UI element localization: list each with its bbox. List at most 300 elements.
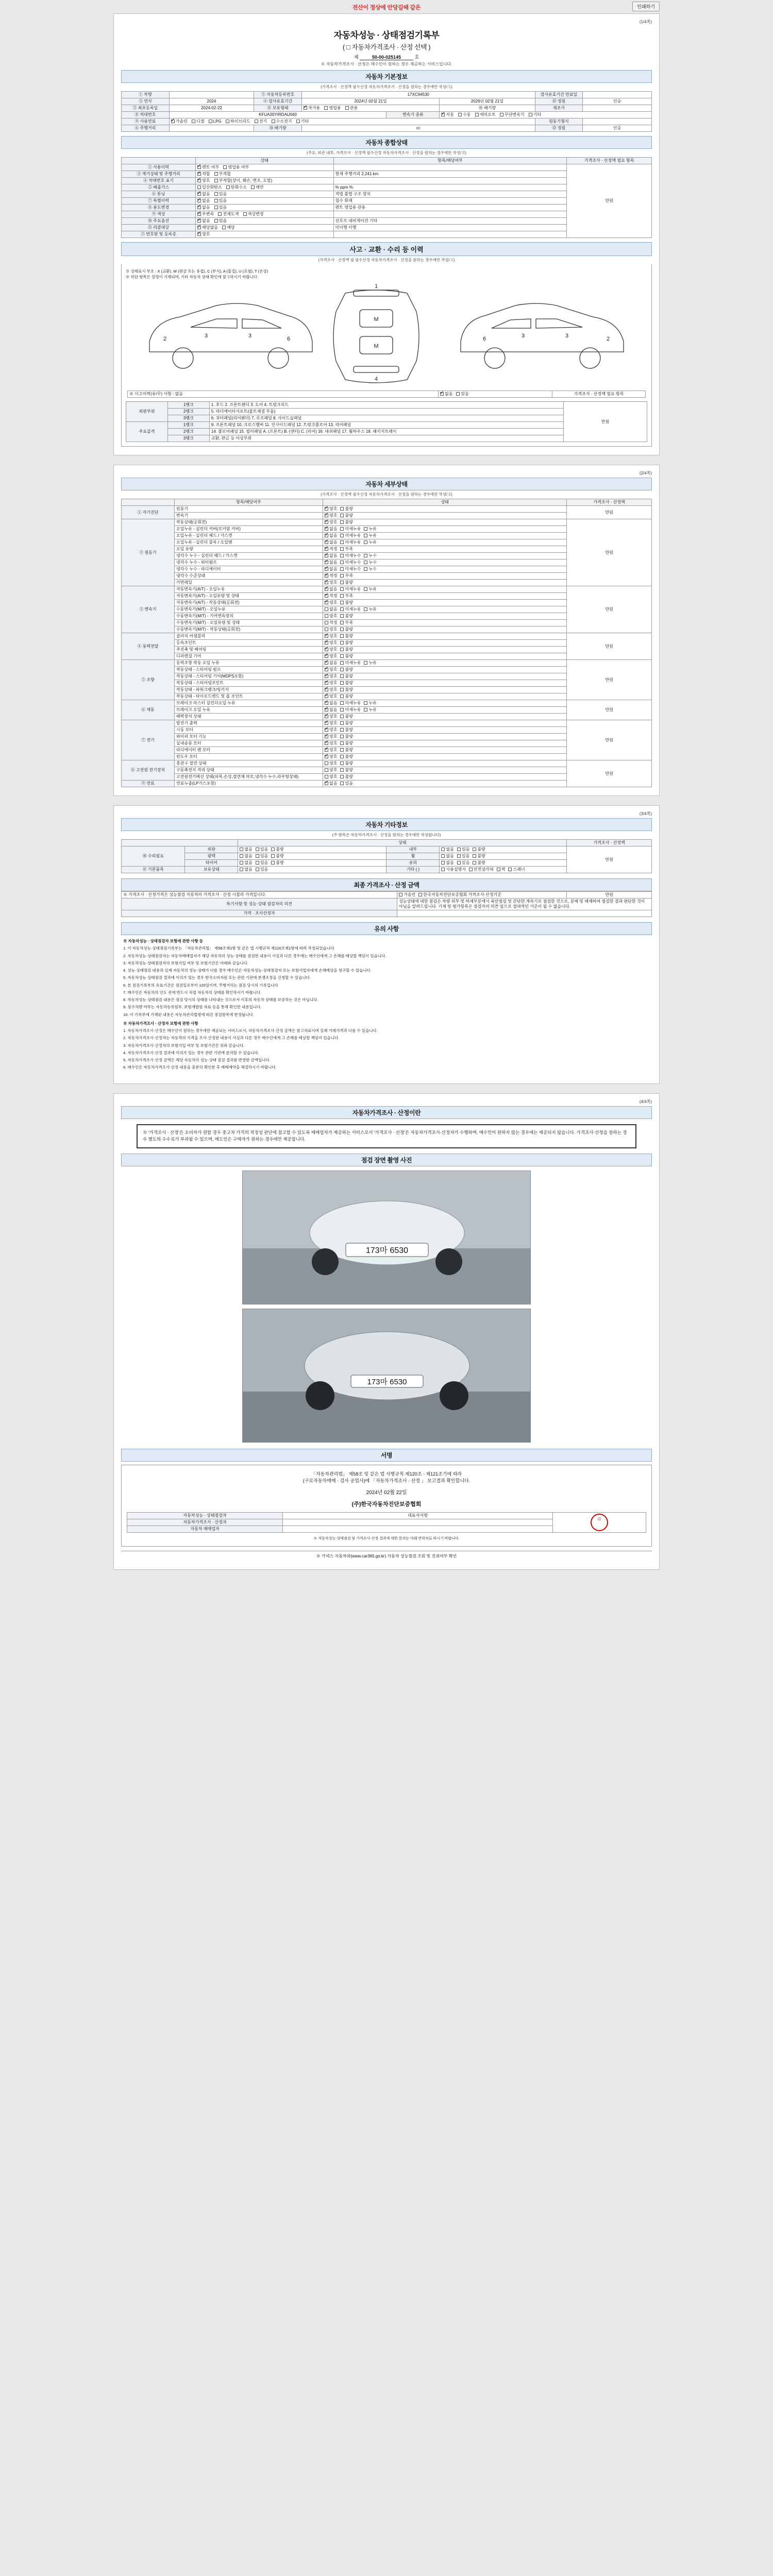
detail-8-0-item: 연료누출(LP가스포함) xyxy=(174,781,323,787)
sign-footer-1: ※ 자동차성능·상태점검 및 가격조사·산정 결과에 대한 문의는 아래 연락처로 하시기 바랍니다. xyxy=(313,1536,460,1540)
svg-text:3: 3 xyxy=(248,333,252,339)
detail-col-group xyxy=(122,499,175,506)
value-year: 2024 xyxy=(169,98,254,105)
price-total: 만원 xyxy=(567,892,652,899)
seal-icon: 印 xyxy=(591,1514,608,1531)
svg-text:2: 2 xyxy=(163,336,167,342)
notice-1-4: 5. 자동차가격조사·산정 금액은 해당 자동차의 성능·상태 점검 결과를 반영한 금액입니다. xyxy=(123,1058,271,1062)
sign-line-2: (구로자동차매매 · 검사 공업사)에 「자동차가격조사 · 산정 」 보고결과 확인합니다. xyxy=(303,1478,470,1483)
basic-info-table xyxy=(121,91,652,132)
photo-2-svg xyxy=(243,1309,531,1443)
etc-col-blank xyxy=(122,840,238,846)
overall-row-5-detail: 적법 불법 구조 장치 xyxy=(333,191,567,198)
label-output: 검사유효기간 만료일 xyxy=(535,92,583,98)
detail-2-2-item: 자동변속기(A/T) - 작동상태(공회전) xyxy=(174,600,323,606)
etc-table xyxy=(121,839,652,873)
detail-2-6-item: 수동변속기(M/T) - 작동상태(공회전) xyxy=(174,626,323,633)
detail-0-1-item: 변속기 xyxy=(174,513,323,519)
notice-1-2: 3. 자동차가격조사·산정자의 보험가입 여부 및 보험기간은 위와 같습니다. xyxy=(123,1043,245,1048)
overall-row-8-detail xyxy=(333,211,567,218)
warning-band: 자동차가격조사 · 산정이란 xyxy=(121,1106,652,1119)
etc-row-1-opts[interactable]: 없음 있음 불량 xyxy=(238,853,386,860)
parts-price: 만원 xyxy=(564,402,647,442)
svg-text:4: 4 xyxy=(374,376,378,382)
detail-4-3-state[interactable]: ✓ 양호 불량 xyxy=(323,680,567,687)
detail-note: (가격조사 · 산정액 필수산정 자동차가격조사 · 산정을 원하는 경우에만 작성/고) xyxy=(321,492,452,497)
notice-0-0: 1. 이 자동차성능·상태점검기록부는 「자동차관리법」 제58조제1항 및 같은 법 시행규칙 제120조제1항에 따라 작성되었습니다. xyxy=(123,946,335,951)
detail-1-8-item: 냉각수 수준상태 xyxy=(174,573,323,580)
detail-4-4-state[interactable]: ✓ 양호 불량 xyxy=(323,687,567,693)
frame-rank2-items: 14. 플로어패널 15. 필러패널 A. (프론트) B. (센터) C. (리어) 16. 대쉬패널 17. 휠하우스 18. 패키지트레이 xyxy=(209,429,563,435)
overall-row-9-detail: 선루프 내비게이션 기타 xyxy=(333,218,567,225)
frame-rank1-label: 1랭크 xyxy=(167,422,209,429)
sign-line-1: 「자동차관리법」 제58조 및 같은 법 시행규칙 제120조 · 제121조기에 따라 xyxy=(311,1471,462,1477)
detail-group-4: ⑤ 조향 xyxy=(122,660,175,700)
sign-row-0-label: 자동차성능 · 상태점검자 xyxy=(127,1512,283,1519)
overall-row-9-state[interactable]: ✓ 없음 있음 xyxy=(196,218,334,225)
rank2-items-a: 5. 라디에이터서포트(볼트체결 부품) xyxy=(209,409,563,415)
price-inspector-label: 가격 · 조사산정자 xyxy=(122,910,397,917)
page-2 xyxy=(113,465,660,796)
overall-row-1-state[interactable]: ✓ 양호 xyxy=(196,231,334,238)
overall-row-5-state[interactable]: ✓ 없음 있음 xyxy=(196,191,334,198)
detail-4-1-item: 작동상태 - 스티어링 펌프 xyxy=(174,667,323,673)
notice-band: 유의 사항 xyxy=(121,922,652,935)
etc-row-3-opts[interactable]: 없음 있음 xyxy=(238,867,386,873)
detail-2-4-state[interactable]: 양호 불량 xyxy=(323,613,567,620)
photo-band: 점검 장면 촬영 사진 xyxy=(121,1154,652,1166)
page-number-2: (2/4쪽) xyxy=(639,471,652,476)
etc-row-1-sub2: 휠 xyxy=(386,853,440,860)
overall-row-10-state[interactable]: ✓ 해당없음 해당 xyxy=(196,225,334,231)
detail-5-1-item: 브레이크 오일 누유 xyxy=(174,707,323,714)
overall-row-0-state[interactable]: ✓ 렌트 여부 영업용 여부 xyxy=(196,164,334,171)
detail-col-item: 항목/해당여부 xyxy=(174,499,323,506)
etc-note: (주 항목은 자동차가격조사 · 산정을 원하는 경우에만 작성합니다) xyxy=(332,833,441,837)
detail-2-4-item: 수동변속기(M/T) - 기어변속장치 xyxy=(174,613,323,620)
rank1-label: 1랭크 xyxy=(167,402,209,409)
etc-row-0-sub2: 내부 xyxy=(386,846,440,853)
document-number xyxy=(121,54,652,60)
detail-1-4-state[interactable]: ✓ 적정 부족 xyxy=(323,546,567,553)
accident-legend-1: ※ 상태표시 부호 : X (교환), W (판금 또는 용접), C (부식), A (흠집), U (요철), T (손상) xyxy=(126,269,268,274)
overall-row-4-detail: % ppm % xyxy=(333,184,567,191)
overall-row-3-label: ④ 차대번호 표기 xyxy=(122,178,196,184)
detail-6-1-state[interactable]: ✓ 양호 불량 xyxy=(323,727,567,734)
overall-row-5-label: ⑥ 튜닝 xyxy=(122,191,196,198)
detail-3-1-item: 등속조인트 xyxy=(174,640,323,647)
etc-col-state: 상태 xyxy=(238,840,567,846)
value-inspect-from: 2024년 02월 21일 xyxy=(301,98,440,105)
sign-row-2-value[interactable] xyxy=(283,1526,553,1532)
photo-1-svg xyxy=(243,1171,531,1304)
detail-6-price: 만원 xyxy=(567,720,652,760)
detail-0-0-state[interactable]: ✓ 양호 불량 xyxy=(323,506,567,513)
detail-1-1-state[interactable]: ✓ 없음 미세누유 누유 xyxy=(323,526,567,533)
label-seat2: ⑫ 정원 xyxy=(535,125,583,132)
detail-1-0-item: 작동상태(공회전) xyxy=(174,519,323,526)
ownership-options[interactable] xyxy=(301,105,440,112)
detail-group-7: ⑧ 고전원 전기장치 xyxy=(122,760,175,781)
notice-head-0: ※ 자동차성능 · 상태점검자 보험에 관한 사항 등 xyxy=(123,939,203,943)
overall-row-8-label: ⑨ 색상 xyxy=(122,211,196,218)
detail-group-1: ② 원동기 xyxy=(122,519,175,586)
notice-0-1: 2. 자동차성능·상태점검자는 자동차매매업자가 해당 자동차의 성능·상태를 점검한 내용이 사실과 다른 경우에는 매수인에게 그 손해를 배상할 책임이 있습니다. xyxy=(123,953,386,958)
fuel-options[interactable] xyxy=(169,118,535,125)
signature-area xyxy=(121,1465,652,1547)
detail-1-5-state[interactable]: ✓ 없음 미세누수 누수 xyxy=(323,553,567,560)
price-note: ※ 가격조사 · 산정가격은 성능점검 자동차의 가격조사 · 산정 시점의 가격입니다. xyxy=(122,892,397,899)
detail-7-1-state[interactable]: 양호 불량 xyxy=(323,767,567,774)
detail-7-0-item: 충전구 절연 상태 xyxy=(174,760,323,767)
doc-number-prefix: 제 xyxy=(354,55,359,60)
detail-4-2-item: 작동상태 - 스티어링 기어(MDPS포함) xyxy=(174,673,323,680)
basic-info-band: 자동차 기본정보 xyxy=(121,70,652,83)
etc-row-0-opts[interactable]: 없음 있음 불량 xyxy=(238,846,386,853)
detail-2-3-state[interactable]: 없음 미세누유 누유 xyxy=(323,606,567,613)
detail-2-1-state[interactable]: ✓ 적정 부족 xyxy=(323,593,567,600)
rank2-label: 2랭크 xyxy=(167,409,209,415)
overall-row-4-state[interactable]: 일산화탄소 탄화수소 매연 xyxy=(196,184,334,191)
overall-col-price: 가격조사 · 산정액 필요 항목 xyxy=(567,158,652,164)
value-mileage xyxy=(169,125,254,132)
page-4 xyxy=(113,1093,660,1570)
detail-1-3-state[interactable]: ✓ 없음 미세누유 누유 xyxy=(323,539,567,546)
overall-row-7-state[interactable]: ✓ 없음 있음 xyxy=(196,205,334,211)
detail-4-3-item: 작동상태 - 스티어링조인트 xyxy=(174,680,323,687)
accident-mark-label: ※ 사고이력(유/무) 사항 : 없음 xyxy=(128,391,439,398)
overall-row-2-detail: 현재 주행거리 2,241 km xyxy=(333,171,567,178)
svg-text:3: 3 xyxy=(521,333,525,339)
svg-text:3: 3 xyxy=(565,333,569,339)
notice-1-0: 1. 자동차가격조사·산정은 매수인이 원하는 경우에만 제공되는 서비스로서, 자동차가격조사·산정 금액은 참고자료이며 실제 거래가격과 다를 수 있습니다. xyxy=(123,1028,378,1033)
warning-box: ※ '가격조사 · 산정'은 소비자가 원할 경우 중고차 가격의 적정성 판단에 참고할 수 있도록 매매업자가 제공하는 서비스로서 '가격조사 · 산정'은 자동차가격조사·산정자가 수행하며, 매수인이 원하지 않는 경우에는 제공되지 않습니다. 가격조사·산정을 원하는 경우 별도의 수수료가 부과될 수 있으며, 매도인은 구매자가 원하는 경우에만 제공합니다. xyxy=(137,1124,636,1148)
detail-3-0-item: 클러치 어셈블리 xyxy=(174,633,323,640)
etc-row-3-sub2: 기타 ( ) xyxy=(386,867,440,873)
detail-6-3-state[interactable]: ✓ 양호 불량 xyxy=(323,740,567,747)
detail-4-0-state[interactable]: ✓ 없음 미세누유 누유 xyxy=(323,660,567,667)
etc-col-price: 가격조사 · 산정액 xyxy=(567,840,652,846)
page-number-1: (1/4쪽) xyxy=(639,20,652,24)
detail-7-1-item: 구동축전지 격리 상태 xyxy=(174,767,323,774)
detail-6-0-state[interactable]: ✓ 양호 불량 xyxy=(323,720,567,727)
notice-0-2: 3. 자동차성능·상태점검자의 보험가입 여부 및 보험기간은 아래와 같습니다. xyxy=(123,960,248,965)
detail-2-5-state[interactable]: 적정 부족 xyxy=(323,620,567,626)
label-seat: ⑫ 정원 xyxy=(535,98,583,105)
overall-table xyxy=(121,157,652,238)
frame-label: 주요골격 xyxy=(126,422,168,442)
label-transmission: 변속기 종류 xyxy=(386,112,440,118)
fuel-option-1: 디젤 xyxy=(192,119,204,124)
detail-1-2-state[interactable]: ✓ 없음 미세누유 누유 xyxy=(323,533,567,539)
transmission-option-2: 세미오토 xyxy=(475,112,496,117)
accident-note: (가격조사 · 산정액 필 필수산정 자동차가격조사 · 산정을 원하는 경우에만 작성/고) xyxy=(318,258,455,262)
label-vehicle-name: ① 차명 xyxy=(122,92,170,98)
ownership-option-1: 영업용 xyxy=(324,106,341,111)
notice-0-3: 4. 성능·상태점검 내용과 실제 자동차의 성능·상태가 다를 경우 매수인은 자동차성능·상태점검자 또는 보험사업자에게 손해배상을 청구할 수 있습니다. xyxy=(123,968,372,973)
detail-1-4-item: 오일 유량 xyxy=(174,546,323,553)
detail-band: 자동차 세부상태 xyxy=(121,478,652,490)
detail-1-9-state[interactable]: ✓ 양호 불량 xyxy=(323,580,567,586)
detail-5-1-state[interactable]: ✓ 없음 미세누유 누유 xyxy=(323,707,567,714)
etc-price: 만원 xyxy=(567,846,652,873)
overall-row-2-state[interactable]: ✓ 적합 부적합 xyxy=(196,171,334,178)
document-note: ※ 자동차가격조사 · 산정은 매수인이 원하는 경우 제공하는 서비스입니다. xyxy=(321,62,452,66)
sign-band: 서명 xyxy=(121,1449,652,1462)
svg-text:1: 1 xyxy=(374,283,378,290)
label-mileage: ⑥ 주행거리 xyxy=(122,125,170,132)
detail-2-2-state[interactable]: ✓ 양호 불량 xyxy=(323,600,567,606)
etc-row-3-label: ⑪ 기본품목 xyxy=(122,867,185,873)
page-subtitle: ( □ 자동차가격조사 · 산정 선택 ) xyxy=(342,43,431,51)
overall-row-6-state[interactable]: ✓ 없음 있음 xyxy=(196,198,334,205)
basic-info-note: (가격조사 · 산정액 필수산정 자동차가격조사 · 산정을 원하는 경우에만 작성/고) xyxy=(321,84,452,89)
notice-body xyxy=(121,935,652,1075)
detail-1-6-item: 냉각수 누수 - 워터펌프 xyxy=(174,560,323,566)
rank2b-label: 3랭크 xyxy=(167,415,209,422)
detail-2-price: 만원 xyxy=(567,586,652,633)
detail-0-price: 만원 xyxy=(567,506,652,519)
detail-0-1-state[interactable]: ✓ 양호 불량 xyxy=(323,513,567,519)
price-band: 최종 가격조사 · 산정 금액 xyxy=(121,878,652,891)
overall-row-3-state[interactable]: ✓ 양호 부적합(상이, 훼손, 변조, 도말) xyxy=(196,178,334,184)
accident-diagram xyxy=(121,264,652,447)
label-ownership: ⑪ 보유형태 xyxy=(254,105,302,112)
detail-4-0-item: 동력조향 작동 오일 누유 xyxy=(174,660,323,667)
detail-3-3-item: 디퍼렌셜 기어 xyxy=(174,653,323,660)
detail-4-price: 만원 xyxy=(567,660,652,700)
notice-0-9: 10. 이 기록부에 기재된 내용은 자동차관리법령에 따른 점검항목에 한정됩니다. xyxy=(123,1012,254,1017)
detail-6-5-state[interactable]: ✓ 양호 불량 xyxy=(323,754,567,760)
sign-row-0-value[interactable]: 대표자서명 xyxy=(283,1512,553,1519)
detail-6-3-item: 실내송풍 모터 xyxy=(174,740,323,747)
detail-group-2: ③ 변속기 xyxy=(122,586,175,633)
overall-row-0-label: ① 사용이력 xyxy=(122,164,196,171)
value-disp: ⑩ 배기량 xyxy=(440,105,535,112)
detail-group-0: ① 자기진단 xyxy=(122,506,175,519)
etc-row-3-opts2[interactable]: 사용설명서 안전삼각대 잭 스패너 xyxy=(440,867,567,873)
sign-row-2-label: 자동차 매매업자 xyxy=(127,1526,283,1532)
overall-note: (주요, 외관․내부, 가격조사 · 산정액 필수산정 자동차가격조사 · 산정을 원하는 경우에만 작성/고) xyxy=(307,150,466,155)
frame-rank3-items: 교환, 판금 등 이상부위 xyxy=(209,435,563,442)
price-table xyxy=(121,891,652,917)
label-year: ③ 연식 xyxy=(122,98,170,105)
notice-1-5: 6. 매수인은 자동차가격조사·산정 내용을 충분히 확인한 후 매매계약을 체결하시기 바랍니다. xyxy=(123,1065,277,1070)
etc-row-2-opts2[interactable]: 없음 있음 불량 xyxy=(440,860,567,867)
detail-col-price: 가격조사 · 산정액 xyxy=(567,499,652,506)
detail-3-0-state[interactable]: ✓ 양호 불량 xyxy=(323,633,567,640)
accident-legend-2: ※ 하단 항목은 설명이 기재되며, 기타 자동차 상태 확인에 참고하시기 바랍니다. xyxy=(126,275,259,279)
detail-5-price: 만원 xyxy=(567,700,652,720)
overall-row-10-detail: 미이행 이행 xyxy=(333,225,567,231)
rank2-items-b: 6. 쿼터패널(리어펜더) 7. 루프패널 8. 사이드실패널 xyxy=(209,415,563,422)
accident-mark-table xyxy=(127,391,646,398)
detail-5-2-state[interactable]: ✓ 양호 불량 xyxy=(323,714,567,720)
etc-row-0-opts2[interactable]: 없음 있음 불량 xyxy=(440,846,567,853)
detail-2-5-item: 수동변속기(M/T) - 오일유량 및 상태 xyxy=(174,620,323,626)
value-seat: 인승 xyxy=(583,98,652,105)
label-engine-type: 원동기형식 xyxy=(535,118,583,125)
detail-col-state: 상태 xyxy=(323,499,567,506)
detail-1-1-item: 오일누유 - 실린더 커버(로커암 커버) xyxy=(174,526,323,533)
inspection-photo-1 xyxy=(242,1171,531,1304)
value-first-reg: 2024-02-22 xyxy=(169,105,254,112)
svg-text:M: M xyxy=(374,343,379,349)
detail-5-0-item: 브레이크 마스터 실린더오일 누유 xyxy=(174,700,323,707)
svg-text:3: 3 xyxy=(204,333,208,339)
detail-4-1-state[interactable]: ✓ 양호 불량 xyxy=(323,667,567,673)
detail-1-5-item: 냉각수 누수 - 실린더 헤드 / 가스켓 xyxy=(174,553,323,560)
etc-row-2-sub: 타이어 xyxy=(185,860,238,867)
inspection-photo-2 xyxy=(242,1309,531,1443)
fuel-option-4: 전기 xyxy=(255,119,267,124)
detail-7-price: 만원 xyxy=(567,760,652,787)
detail-1-3-item: 오일누유 - 실린더 블록 / 오일팬 xyxy=(174,539,323,546)
svg-text:M: M xyxy=(374,316,379,323)
fuel-option-5: 수소전기 xyxy=(272,119,292,124)
value-inspect-to: 2026년 02월 21일 xyxy=(440,98,535,105)
overall-row-6-detail: 침수 화재 xyxy=(333,198,567,205)
svg-text:6: 6 xyxy=(482,336,486,342)
etc-row-3-sub: 보유상태 xyxy=(185,867,238,873)
plate-number-1: 173마 6530 xyxy=(365,1246,409,1255)
price-inspector-value xyxy=(397,910,652,917)
transmission-option-0: ✓ 자동 xyxy=(441,112,453,117)
svg-text:6: 6 xyxy=(287,336,291,342)
overall-row-4-label: ⑤ 배출가스 xyxy=(122,184,196,191)
detail-1-0-state[interactable]: ✓ 양호 불량 xyxy=(323,519,567,526)
overall-row-8-state[interactable]: ✓ 무변속 전체도색 색상변경 xyxy=(196,211,334,218)
detail-3-price: 만원 xyxy=(567,633,652,660)
sign-footer-2: ※ 카넥스 자동차와(www.car365.go.kr) 자동차 성능점검 조회 및 진위여부 확인 xyxy=(121,1551,652,1561)
value-vehicle-name xyxy=(169,92,254,98)
sign-row-1-value[interactable] xyxy=(283,1519,553,1526)
page-title: 자동차성능 · 상태점검기록부 xyxy=(333,30,440,40)
fuel-option-0: ✓ 가솔린 xyxy=(171,119,188,124)
overall-row-7-detail: 렌트 영업용 관용 xyxy=(333,205,567,211)
label-inspection-period: ④ 검사유효기간 xyxy=(254,98,302,105)
etc-row-1-sub: 광택 xyxy=(185,853,238,860)
transmission-option-4: 기타 xyxy=(529,112,541,117)
fuel-option-2: LPG xyxy=(209,119,222,124)
detail-4-4-item: 작동상태 - 파워크랭크/링키지 xyxy=(174,687,323,693)
overall-row-9-label: ⑩ 주요옵션 xyxy=(122,218,196,225)
print-button[interactable]: 인쇄하기 xyxy=(632,2,660,11)
overall-col-detail: 항목/해당여부 xyxy=(333,158,567,164)
detail-7-0-state[interactable]: 양호 불량 xyxy=(323,760,567,767)
detail-0-0-item: 원동기 xyxy=(174,506,323,513)
price-special-label: 특기사항 및 성능·상태 점검자의 의견 xyxy=(122,899,397,910)
detail-1-price: 만원 xyxy=(567,519,652,586)
etc-row-1-opts2[interactable]: 없음 있음 불량 xyxy=(440,853,567,860)
detail-2-0-item: 자동변속기(A/T) - 오일누유 xyxy=(174,586,323,593)
value-seat2: 인승 xyxy=(583,125,652,132)
label-plate: ② 자동차등록번호 xyxy=(254,92,302,98)
detail-7-2-item: 고전원전기배선 상태(피복,손상,절연체 마모,냉각수 누수,라우팅상태) xyxy=(174,774,323,781)
transmission-options[interactable] xyxy=(440,112,652,118)
svg-text:2: 2 xyxy=(606,336,610,342)
top-toolbar xyxy=(113,0,660,13)
overall-row-3-detail xyxy=(333,178,567,184)
price-options[interactable]: 가솔린 한국자동차진단보증협회 가격조사·산정기준 xyxy=(397,892,567,899)
notice-0-6: 7. 매수인은 자동차의 인도 전에 반드시 직접 자동차의 상태를 확인하시기 바랍니다. xyxy=(123,990,262,995)
fuel-option-3: 하이브리드 xyxy=(226,119,250,124)
detail-3-2-state[interactable]: ✓ 양호 불량 xyxy=(323,647,567,653)
overall-band: 자동차 종합상태 xyxy=(121,136,652,149)
accident-band: 사고 · 교환 · 수리 등 이력 xyxy=(121,242,652,256)
accident-mark-result[interactable]: ✓ 없음 있음 xyxy=(439,391,552,398)
detail-2-0-state[interactable]: ✓ 없음 미세누유 누유 xyxy=(323,586,567,593)
overall-col-item xyxy=(122,158,196,164)
detail-8-0-state[interactable]: ✓ 없음 있음 xyxy=(323,781,567,787)
detail-5-2-item: 배력장치 상태 xyxy=(174,714,323,720)
print-warning-text: 전산이 정상에 안당길때 같은 xyxy=(352,5,421,11)
car-diagram-svg xyxy=(126,280,647,388)
parts-outer-label: 외판부위 xyxy=(126,402,168,422)
detail-1-9-item: 커먼레일 xyxy=(174,580,323,586)
overall-row-1-label: ② 번호판 및 등록증 xyxy=(122,231,196,238)
detail-group-6: ⑦ 전기 xyxy=(122,720,175,760)
transmission-option-3: 무단변속기 xyxy=(500,112,525,117)
etc-row-repair-label: ⑩ 수리필요 xyxy=(122,846,185,867)
detail-3-1-state[interactable]: ✓ 양호 불량 xyxy=(323,640,567,647)
overall-row-6-label: ⑦ 특별이력 xyxy=(122,198,196,205)
detail-1-6-state[interactable]: ✓ 없음 미세누수 누수 xyxy=(323,560,567,566)
notice-head-1: ※ 자동차가격조사 · 산정자 보험에 관한 사항 xyxy=(123,1021,198,1026)
page-1 xyxy=(113,13,660,455)
overall-row-1-detail xyxy=(333,231,567,238)
seal-stamp xyxy=(552,1512,646,1532)
detail-6-1-item: 시동 모터 xyxy=(174,727,323,734)
detail-1-8-state[interactable]: ✓ 적정 부족 xyxy=(323,573,567,580)
label-disp2: ⑩ 배기량 xyxy=(254,125,302,132)
value-vin-no: KFUA20YIRDAU040 xyxy=(169,112,386,118)
detail-6-2-state[interactable]: ✓ 양호 불량 xyxy=(323,734,567,740)
detail-7-2-state[interactable]: 양호 불량 xyxy=(323,774,567,781)
detail-6-4-state[interactable]: ✓ 양호 불량 xyxy=(323,747,567,754)
parts-rank-table xyxy=(126,401,647,442)
value-output xyxy=(583,92,652,98)
ownership-option-0: ✓ 자가용 xyxy=(304,106,320,111)
detail-3-2-item: 추진축 및 베어링 xyxy=(174,647,323,653)
value-maker xyxy=(583,105,652,112)
detail-2-3-item: 수동변속기(M/T) - 오일누유 xyxy=(174,606,323,613)
notice-0-4: 5. 자동차성능·상태점검 결과에 이의가 있는 경우 한국소비자원 또는 관련 기관에 분쟁조정을 신청할 수 있습니다. xyxy=(123,975,311,980)
notice-1-3: 4. 자동차가격조사·산정 결과에 이의가 있는 경우 관련 기관에 문의할 수 있습니다. xyxy=(123,1050,259,1055)
detail-4-2-state[interactable]: ✓ 양호 불량 xyxy=(323,673,567,680)
notice-0-8: 9. 침수차량 여부는 자동차등록원부, 보험개발원 자료 등을 통해 확인한 내용입니다. xyxy=(123,1005,262,1010)
detail-group-5: ⑥ 제동 xyxy=(122,700,175,720)
value-disp2: cc xyxy=(301,125,535,132)
transmission-option-1: 수동 xyxy=(458,112,470,117)
detail-2-6-state[interactable]: 양호 불량 xyxy=(323,626,567,633)
detail-3-3-state[interactable]: ✓ 양호 불량 xyxy=(323,653,567,660)
detail-group-8: ⑨ 연료 xyxy=(122,781,175,787)
detail-5-0-state[interactable]: ✓ 없음 미세누유 누유 xyxy=(323,700,567,707)
detail-1-7-state[interactable]: ✓ 없음 미세누수 누수 xyxy=(323,566,567,573)
detail-1-7-item: 냉각수 누수 - 라디에이터 xyxy=(174,566,323,573)
frame-rank1-items: 9. 프론트패널 10. 크로스멤버 11. 인사이드패널 12. 트렁크플로어 13. 리어패널 xyxy=(209,422,563,429)
detail-table xyxy=(121,499,652,787)
page-3 xyxy=(113,805,660,1084)
label-fuel: ⑨ 사용연료 xyxy=(122,118,170,125)
etc-row-2-opts[interactable]: 없음 있음 불량 xyxy=(238,860,386,867)
sign-company: (주)한국자동차진단보증협회 xyxy=(351,1501,422,1507)
sign-table xyxy=(127,1512,646,1533)
detail-6-4-item: 라디에이터 팬 모터 xyxy=(174,747,323,754)
etc-row-2-sub2: 유리 xyxy=(386,860,440,867)
detail-4-5-state[interactable]: ✓ 양호 불량 xyxy=(323,693,567,700)
